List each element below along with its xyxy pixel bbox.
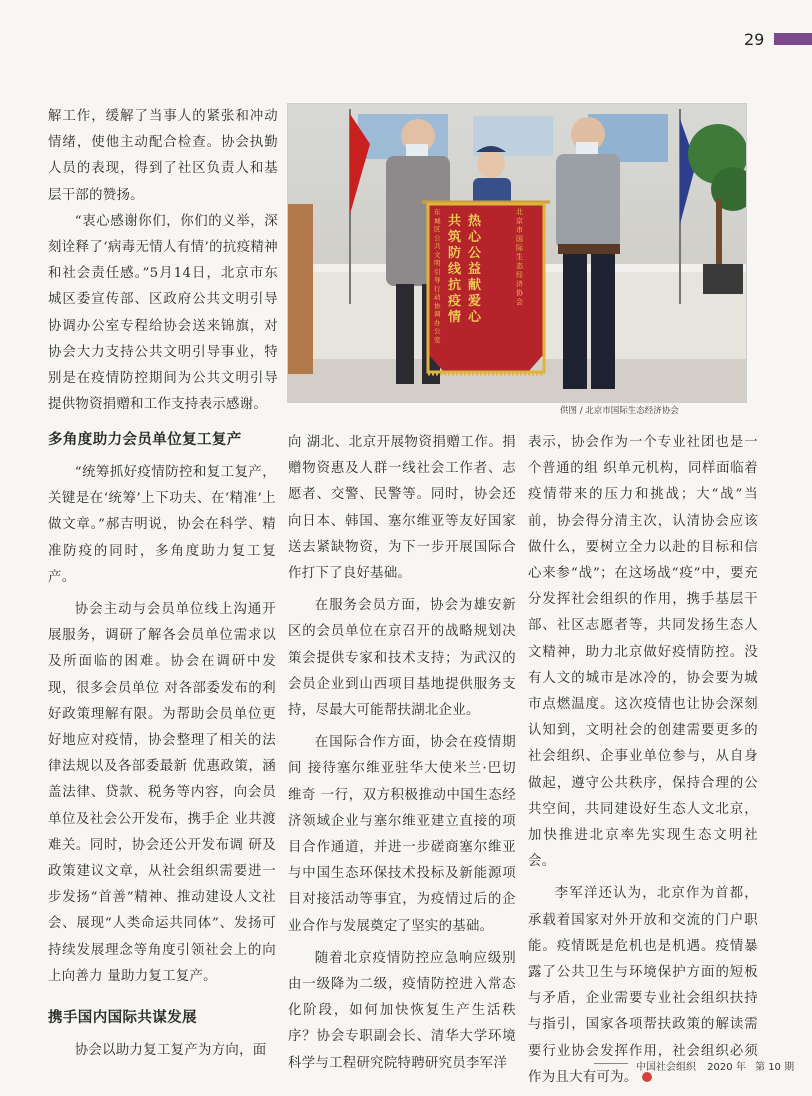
paragraph: 向 湖北、北京开展物资捐赠工作。捐赠物资惠及人群一线社会工作者、志愿者、交警、民警等。同时，协会还向日本、韩国、塞尔维亚等友好国家送去紧缺物资，为下一步开展国际合作打下了良好基础。 (288, 435, 516, 582)
photo-caption: 供图 / 北京市国际生态经济协会 (560, 406, 679, 416)
paragraph: 随着北京疫情防控应急响应级别由一级降为二级，疫情防控进入常态化阶段，如何加快恢复生产生活秩序？协会专职副会长、清华大学环境科学与工程研究院特聘研究员李军洋 (288, 950, 516, 1071)
event-photo (287, 103, 747, 403)
journal-name: 中国社会组织 (636, 1062, 696, 1073)
footer-rule (594, 1063, 628, 1064)
paragraph: 在国际合作方面，协会在疫情期间 接待塞尔维亚驻华大使米兰·巴切维奇 一行，双方积极推动中国生态经济领域企业与塞尔维亚建立直接的项目合作通道，并进一步磋商塞尔维亚与中国生态环保技术投标及新能源项目对接活动等事宜，为疫情过后的企业合作与发展奠定了坚实的基础。 (288, 735, 516, 934)
end-of-article-icon (642, 1072, 652, 1082)
paragraph: 在服务会员方面，协会为雄安新区的会员单位在京召开的战略规划决策会提供专家和技术支持；为武汉的会员企业到山西项目基地提供服务支持，尽最大可能帮扶湖北企业。 (288, 598, 516, 719)
paragraph-text: 李军洋还认为，北京作为首都，承载着国家对外开放和交流的门户职能。疫情既是危机也是机遇。疫情暴露了公共卫生与环境保护方面的短板与矛盾，企业需要专业社会组织扶持与指引，国家各项帮扶政策的解读需要行业协会发挥作用，社会组织必须作为且大有可为。 (528, 886, 758, 1085)
column-3 (528, 430, 758, 1091)
journal-issue: 第 10 期 (755, 1062, 795, 1073)
banner-text-left: 热心公益献爱心 (468, 214, 482, 325)
journal-footer (636, 1058, 794, 1073)
section-heading: 携手国内国际共谋发展 (48, 1010, 197, 1027)
column-2 (288, 430, 516, 1077)
banner-text-top: 北京市国际生态经济协会 (516, 208, 523, 306)
page-number: 29 (744, 30, 765, 49)
paragraph: 表示，协会作为一个专业社团也是一个普通的组 织单元机构，同样面临着疫情带来的压力和挑战；大“战”当前，协会得分清主次，认清协会应该做什么，要树立全力以赴的目标和信心来参“战”；在这场战“疫”中，要充分发挥社会组织的作用，携手基层干部、社区志愿者等，共同发扬生态人文精神，助力北京做好疫情防控。没有人文的城市是冰冷的，协会要为城市点燃温度。这次疫情也让协会深刻认知到，文明社会的创建需要更多的社会组织、企事业单位参与，从自身做起，遵守公共秩序，保持合理的公共空间，共同建设好生态人文北京，加快推进北京率先实现生态文明社会。 (528, 435, 758, 870)
paragraph: 解工作，缓解了当事人的紧张和冲动情绪，使他主动配合检查。协会执勤人员的表现，得到了社区负责人和基层干部的赞扬。 (48, 109, 278, 203)
paragraph: “统筹抓好疫情防控和复工复产，关键是在‘统筹’上下功夫、在‘精准’上做文章。”郝吉明说，协会在科学、精准防疫的同时，多角度助力复工复产。 (48, 465, 276, 585)
column-1 (48, 428, 276, 1064)
paragraph: 协会主动与会员单位线上沟通开展服务，调研了解各会员单位需求以及所面临的困难。协会在调研中发现，很多会员单位 对各部委发布的利好政策理解有限。为帮助会员单位更好地应对疫情，协会整理了相关的法律法规以及各部委最新 优惠政策，涵盖法律、贷款、税务等内容，向会员单位及社会公开发布，携手企 业共渡难关。同时，协会还公开发布调 研及政策建议文章，从社会组织需要进一步发扬“首善”精神、推动建设人文社会、展现“人类命运共同体”、发扬可持续发展理念等角度引领社会上的向上向善力 量助力复工复产。 (48, 602, 276, 984)
paragraph: 协会以助力复工复产为方向，面 (74, 1043, 267, 1059)
page-accent-bar (774, 33, 812, 45)
journal-year: 2020 年 (707, 1062, 746, 1073)
banner-text-right: 共筑防线抗疫情 (448, 214, 462, 325)
column-1-top (48, 104, 278, 418)
banner-text-bottom: 东城区公共文明引导行动协调办公室 (434, 208, 441, 344)
section-heading: 多角度助力会员单位复工复产 (48, 432, 242, 448)
paragraph: “衷心感谢你们，你们的义举，深刻诠释了‘病毒无情人有情’的抗疫精神和社会责任感。”5月14日，北京市东城区委宣传部、区政府公共文明引导协调办公室专程给协会送来锦旗，对协会大力支持公共文明引导事业，特别是在疫情防控期间为公共文明引导提供物资捐赠和工作支持表示感谢。 (48, 213, 278, 413)
